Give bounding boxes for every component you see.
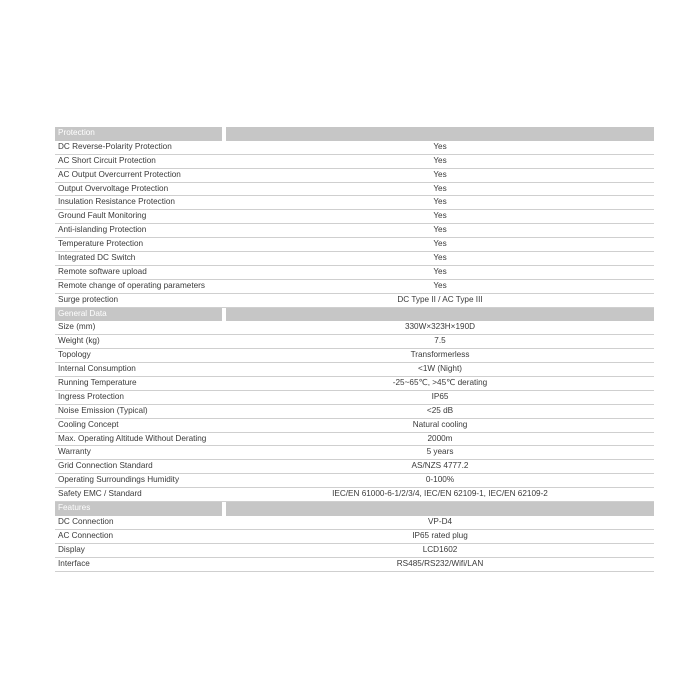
- spec-row: [55, 321, 654, 335]
- spec-value: Yes: [433, 225, 447, 235]
- spec-row: [55, 558, 654, 572]
- spec-value: 7.5: [434, 336, 446, 346]
- spec-value: LCD1602: [422, 544, 458, 554]
- spec-label: Operating Surroundings Humidity: [58, 475, 180, 485]
- spec-value: IP65 rated plug: [412, 530, 468, 540]
- spec-value: RS485/RS232/Wifi/LAN: [396, 558, 484, 568]
- section-title: General Data: [55, 308, 222, 322]
- section-title: Features: [55, 502, 222, 516]
- spec-row: [55, 363, 654, 377]
- spec-label: Cooling Concept: [58, 419, 119, 429]
- spec-label: DC Reverse-Polarity Protection: [58, 141, 172, 151]
- spec-row: [55, 460, 654, 474]
- spec-row: [55, 224, 654, 238]
- spec-label: Topology: [58, 350, 91, 360]
- spec-row: [55, 391, 654, 405]
- spec-label: DC Connection: [58, 516, 114, 526]
- spec-value: <25 dB: [426, 405, 454, 415]
- spec-row: [55, 488, 654, 502]
- spec-row: [55, 266, 654, 280]
- spec-value: Natural cooling: [412, 419, 468, 429]
- spec-label: Interface: [58, 558, 90, 568]
- spec-row: [55, 377, 654, 391]
- spec-value: <1W (Night): [418, 364, 462, 374]
- spec-row: [55, 405, 654, 419]
- spec-row: [55, 238, 654, 252]
- spec-label: Running Temperature: [58, 378, 137, 388]
- spec-row: [55, 280, 654, 294]
- spec-value: Yes: [433, 155, 447, 165]
- spec-row: [55, 419, 654, 433]
- spec-value: Yes: [433, 239, 447, 249]
- spec-label: Output Overvoltage Protection: [58, 183, 169, 193]
- spec-value: Yes: [433, 169, 447, 179]
- spec-label: Surge protection: [58, 294, 119, 304]
- section-header-general-data: [55, 308, 654, 322]
- section-header-protection: [55, 127, 654, 141]
- spec-label: Temperature Protection: [58, 239, 144, 249]
- spec-label: Integrated DC Switch: [58, 253, 136, 263]
- spec-row: [55, 183, 654, 197]
- spec-table: [55, 127, 654, 572]
- spec-value: Yes: [433, 197, 447, 207]
- section-header-features: [55, 502, 654, 516]
- spec-label: Anti-islanding Protection: [58, 225, 147, 235]
- section-header-fill: [226, 127, 654, 141]
- spec-value: Yes: [433, 183, 447, 193]
- spec-value: DC Type II / AC Type III: [397, 294, 483, 304]
- spec-row: [55, 516, 654, 530]
- section-header-fill: [226, 308, 654, 322]
- spec-row: [55, 169, 654, 183]
- section-header-fill: [226, 502, 654, 516]
- spec-value: Transformerless: [410, 350, 470, 360]
- spec-value: 5 years: [426, 447, 454, 457]
- spec-row: [55, 335, 654, 349]
- spec-row: [55, 141, 654, 155]
- spec-value: AS/NZS 4777.2: [411, 461, 469, 471]
- spec-label: Remote software upload: [58, 266, 147, 276]
- spec-row: [55, 433, 654, 447]
- spec-label: Remote change of operating parameters: [58, 280, 206, 290]
- spec-row: [55, 544, 654, 558]
- spec-label: AC Output Overcurrent Protection: [58, 169, 181, 179]
- spec-label: Ground Fault Monitoring: [58, 211, 147, 221]
- spec-label: Ingress Protection: [58, 391, 124, 401]
- spec-value: Yes: [433, 253, 447, 263]
- spec-label: Weight (kg): [58, 336, 100, 346]
- spec-row: [55, 155, 654, 169]
- spec-value: -25~65℃, >45℃ derating: [392, 378, 488, 388]
- spec-label: AC Connection: [58, 530, 114, 540]
- spec-value: 0-100%: [425, 475, 455, 485]
- spec-label: Noise Emission (Typical): [58, 405, 148, 415]
- spec-label: Size (mm): [58, 322, 96, 332]
- spec-row: [55, 530, 654, 544]
- spec-label: Internal Consumption: [58, 364, 136, 374]
- spec-value: 2000m: [427, 433, 453, 443]
- spec-row: [55, 446, 654, 460]
- spec-row: [55, 294, 654, 308]
- spec-label: Warranty: [58, 447, 91, 457]
- spec-value: Yes: [433, 211, 447, 221]
- spec-value: Yes: [433, 280, 447, 290]
- spec-row: [55, 252, 654, 266]
- spec-label: Display: [58, 544, 85, 554]
- spec-value: IP65: [431, 391, 449, 401]
- spec-value: Yes: [433, 266, 447, 276]
- section-title: Protection: [55, 127, 222, 141]
- spec-row: [55, 349, 654, 363]
- spec-value: VP-D4: [427, 516, 453, 526]
- spec-row: [55, 210, 654, 224]
- spec-label: Safety EMC / Standard: [58, 489, 142, 499]
- spec-value: IEC/EN 61000-6-1/2/3/4, IEC/EN 62109-1, IEC/EN 62109-2: [332, 489, 548, 499]
- spec-row: [55, 196, 654, 210]
- spec-label: Max. Operating Altitude Without Derating: [58, 433, 207, 443]
- spec-label: AC Short Circuit Protection: [58, 155, 156, 165]
- spec-value: 330W×323H×190D: [404, 322, 476, 332]
- spec-label: Insulation Resistance Protection: [58, 197, 175, 207]
- spec-value: Yes: [433, 141, 447, 151]
- spec-label: Grid Connection Standard: [58, 461, 153, 471]
- spec-row: [55, 474, 654, 488]
